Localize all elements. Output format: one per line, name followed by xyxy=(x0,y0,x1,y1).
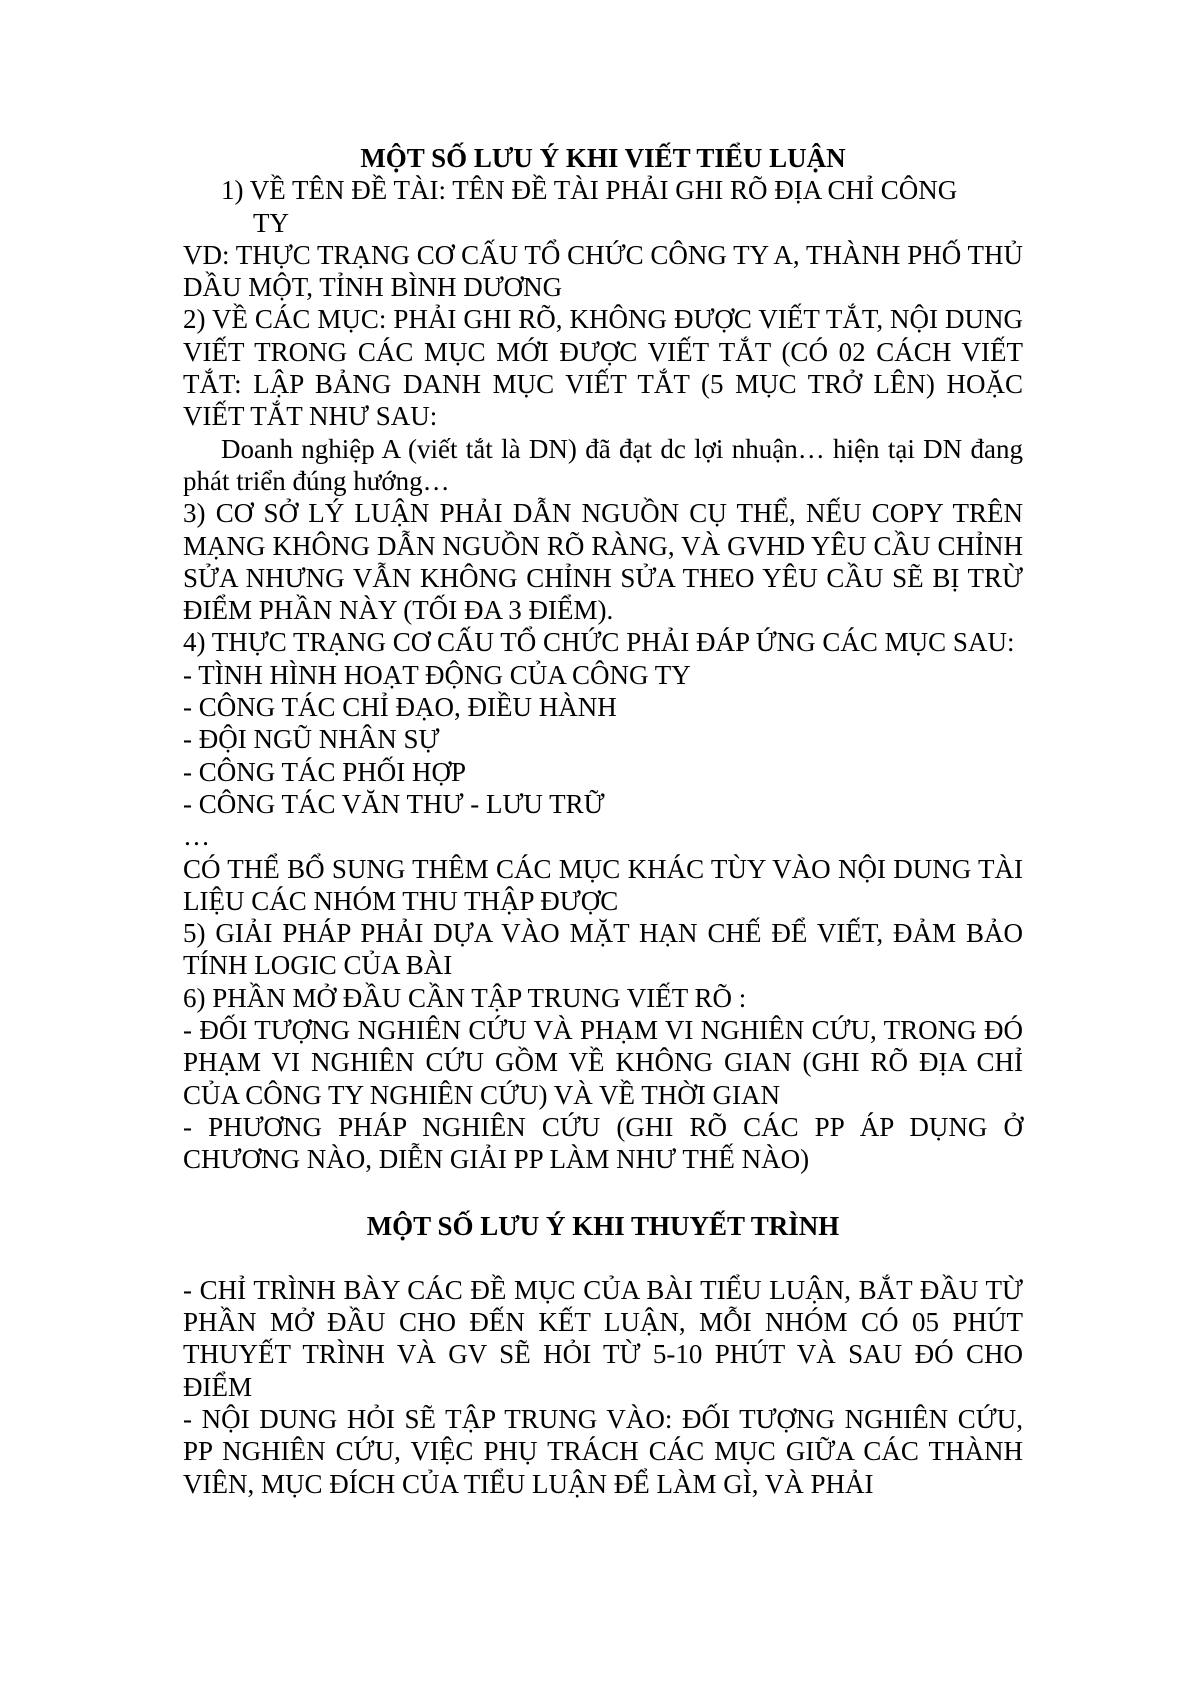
item-2-paragraph: 2) VỀ CÁC MỤC: PHẢI GHI RÕ, KHÔNG ĐƯỢC VIẾT TẮT, NỘI DUNG VIẾT TRONG CÁC MỤC MỚI ĐƯỢC VIẾT TẮT (CÓ 02 CÁCH VIẾT TẮT: LẬP BẢNG DANH MỤC VIẾT TẮT (5 MỤC TRỞ LÊN) HOẶC VIẾT TẮT NHƯ SAU: xyxy=(183,304,1023,432)
item-4-note: CÓ THỂ BỔ SUNG THÊM CÁC MỤC KHÁC TÙY VÀO NỘI DUNG TÀI LIỆU CÁC NHÓM THU THẬP ĐƯỢC xyxy=(183,853,1023,916)
item-5-paragraph: 5) GIẢI PHÁP PHẢI DỰA VÀO MẶT HẠN CHẾ ĐỂ VIẾT, ĐẢM BẢO TÍNH LOGIC CỦA BÀI xyxy=(183,918,1023,981)
item-6-bullet: - ĐỐI TƯỢNG NGHIÊN CỨU VÀ PHẠM VI NGHIÊN CỨU, TRONG ĐÓ PHẠM VI NGHIÊN CỨU GỒM VỀ KHÔNG GIAN (GHI RÕ ĐỊA CHỈ CỦA CÔNG TY NGHIÊN CỨU) VÀ VỀ THỜI GIAN xyxy=(183,1015,1023,1110)
item-4-bullet: - CÔNG TÁC PHỐI HỢP xyxy=(183,756,467,787)
item-6-paragraph: 6) PHẦN MỞ ĐẦU CẦN TẬP TRUNG VIẾT RÕ : xyxy=(183,982,747,1013)
item-1-line-1: 1) VỀ TÊN ĐỀ TÀI: TÊN ĐỀ TÀI PHẢI GHI RÕ ĐỊA CHỈ CÔNG xyxy=(221,175,958,206)
item-4-bullet: - ĐỘI NGŨ NHÂN SỰ xyxy=(183,724,440,755)
item-6-bullet: - PHƯƠNG PHÁP NGHIÊN CỨU (GHI RÕ CÁC PP ÁP DỤNG Ở CHƯƠNG NÀO, DIỄN GIẢI PP LÀM NHƯ THẾ NÀO) xyxy=(183,1111,1023,1175)
title-essay-notes: MỘT SỐ LƯU Ý KHI VIẾT TIỂU LUẬN xyxy=(360,143,846,173)
presentation-paragraph: - NỘI DUNG HỎI SẼ TẬP TRUNG VÀO: ĐỐI TƯỢNG NGHIÊN CỨU, PP NGHIÊN CỨU, VIỆC PHỤ TRÁCH CÁC MỤC GIỮA CÁC THÀNH VIÊN, MỤC ĐÍCH CỦA TIỂU LUẬN ĐỂ LÀM GÌ, VÀ PHẢI xyxy=(183,1403,1023,1499)
presentation-paragraph: - CHỈ TRÌNH BÀY CÁC ĐỀ MỤC CỦA BÀI TIỂU LUẬN, BẮT ĐẦU TỪ PHẦN MỞ ĐẦU CHO ĐẾN KẾT LUẬN, MỖI NHÓM CÓ 05 PHÚT THUYẾT TRÌNH VÀ GV SẼ HỎI TỪ 5-10 PHÚT VÀ SAU ĐÓ CHO ĐIỂM xyxy=(183,1274,1023,1402)
title-presentation-notes: MỘT SỐ LƯU Ý KHI THUYẾT TRÌNH xyxy=(366,1210,840,1241)
ellipsis: … xyxy=(183,821,210,852)
item-4-paragraph: 4) THỰC TRẠNG CƠ CẤU TỔ CHỨC PHẢI ĐÁP ỨNG CÁC MỤC SAU: xyxy=(183,627,1015,658)
document-page xyxy=(183,142,1023,1500)
item-4-bullet: - CÔNG TÁC CHỈ ĐẠO, ĐIỀU HÀNH xyxy=(183,692,617,723)
item-3-paragraph: 3) CƠ SỞ LÝ LUẬN PHẢI DẪN NGUỒN CỤ THỂ, NẾU COPY TRÊN MẠNG KHÔNG DẪN NGUỒN RÕ RÀNG, VÀ GVHD YÊU CẦU CHỈNH SỬA NHƯNG VẪN KHÔNG CHỈNH SỬA THEO YÊU CẦU SẼ BỊ TRỪ ĐIỂM PHẦN NÀY (TỐI ĐA 3 ĐIỂM). xyxy=(183,498,1023,626)
item-1-line-2: TY xyxy=(253,207,289,238)
item-4-bullet: - TÌNH HÌNH HOẠT ĐỘNG CỦA CÔNG TY xyxy=(183,659,691,690)
item-4-bullet: - CÔNG TÁC VĂN THƯ - LƯU TRỮ xyxy=(183,788,605,819)
item-2-example: Doanh nghiệp A (viết tắt là DN) đã đạt dc lợi nhuận… hiện tại DN đang phát triển đúng hướng… xyxy=(183,433,1023,496)
example-paragraph: VD: THỰC TRẠNG CƠ CẤU TỔ CHỨC CÔNG TY A, THÀNH PHỐ THỦ DẦU MỘT, TỈNH BÌNH DƯƠNG xyxy=(183,239,1023,303)
